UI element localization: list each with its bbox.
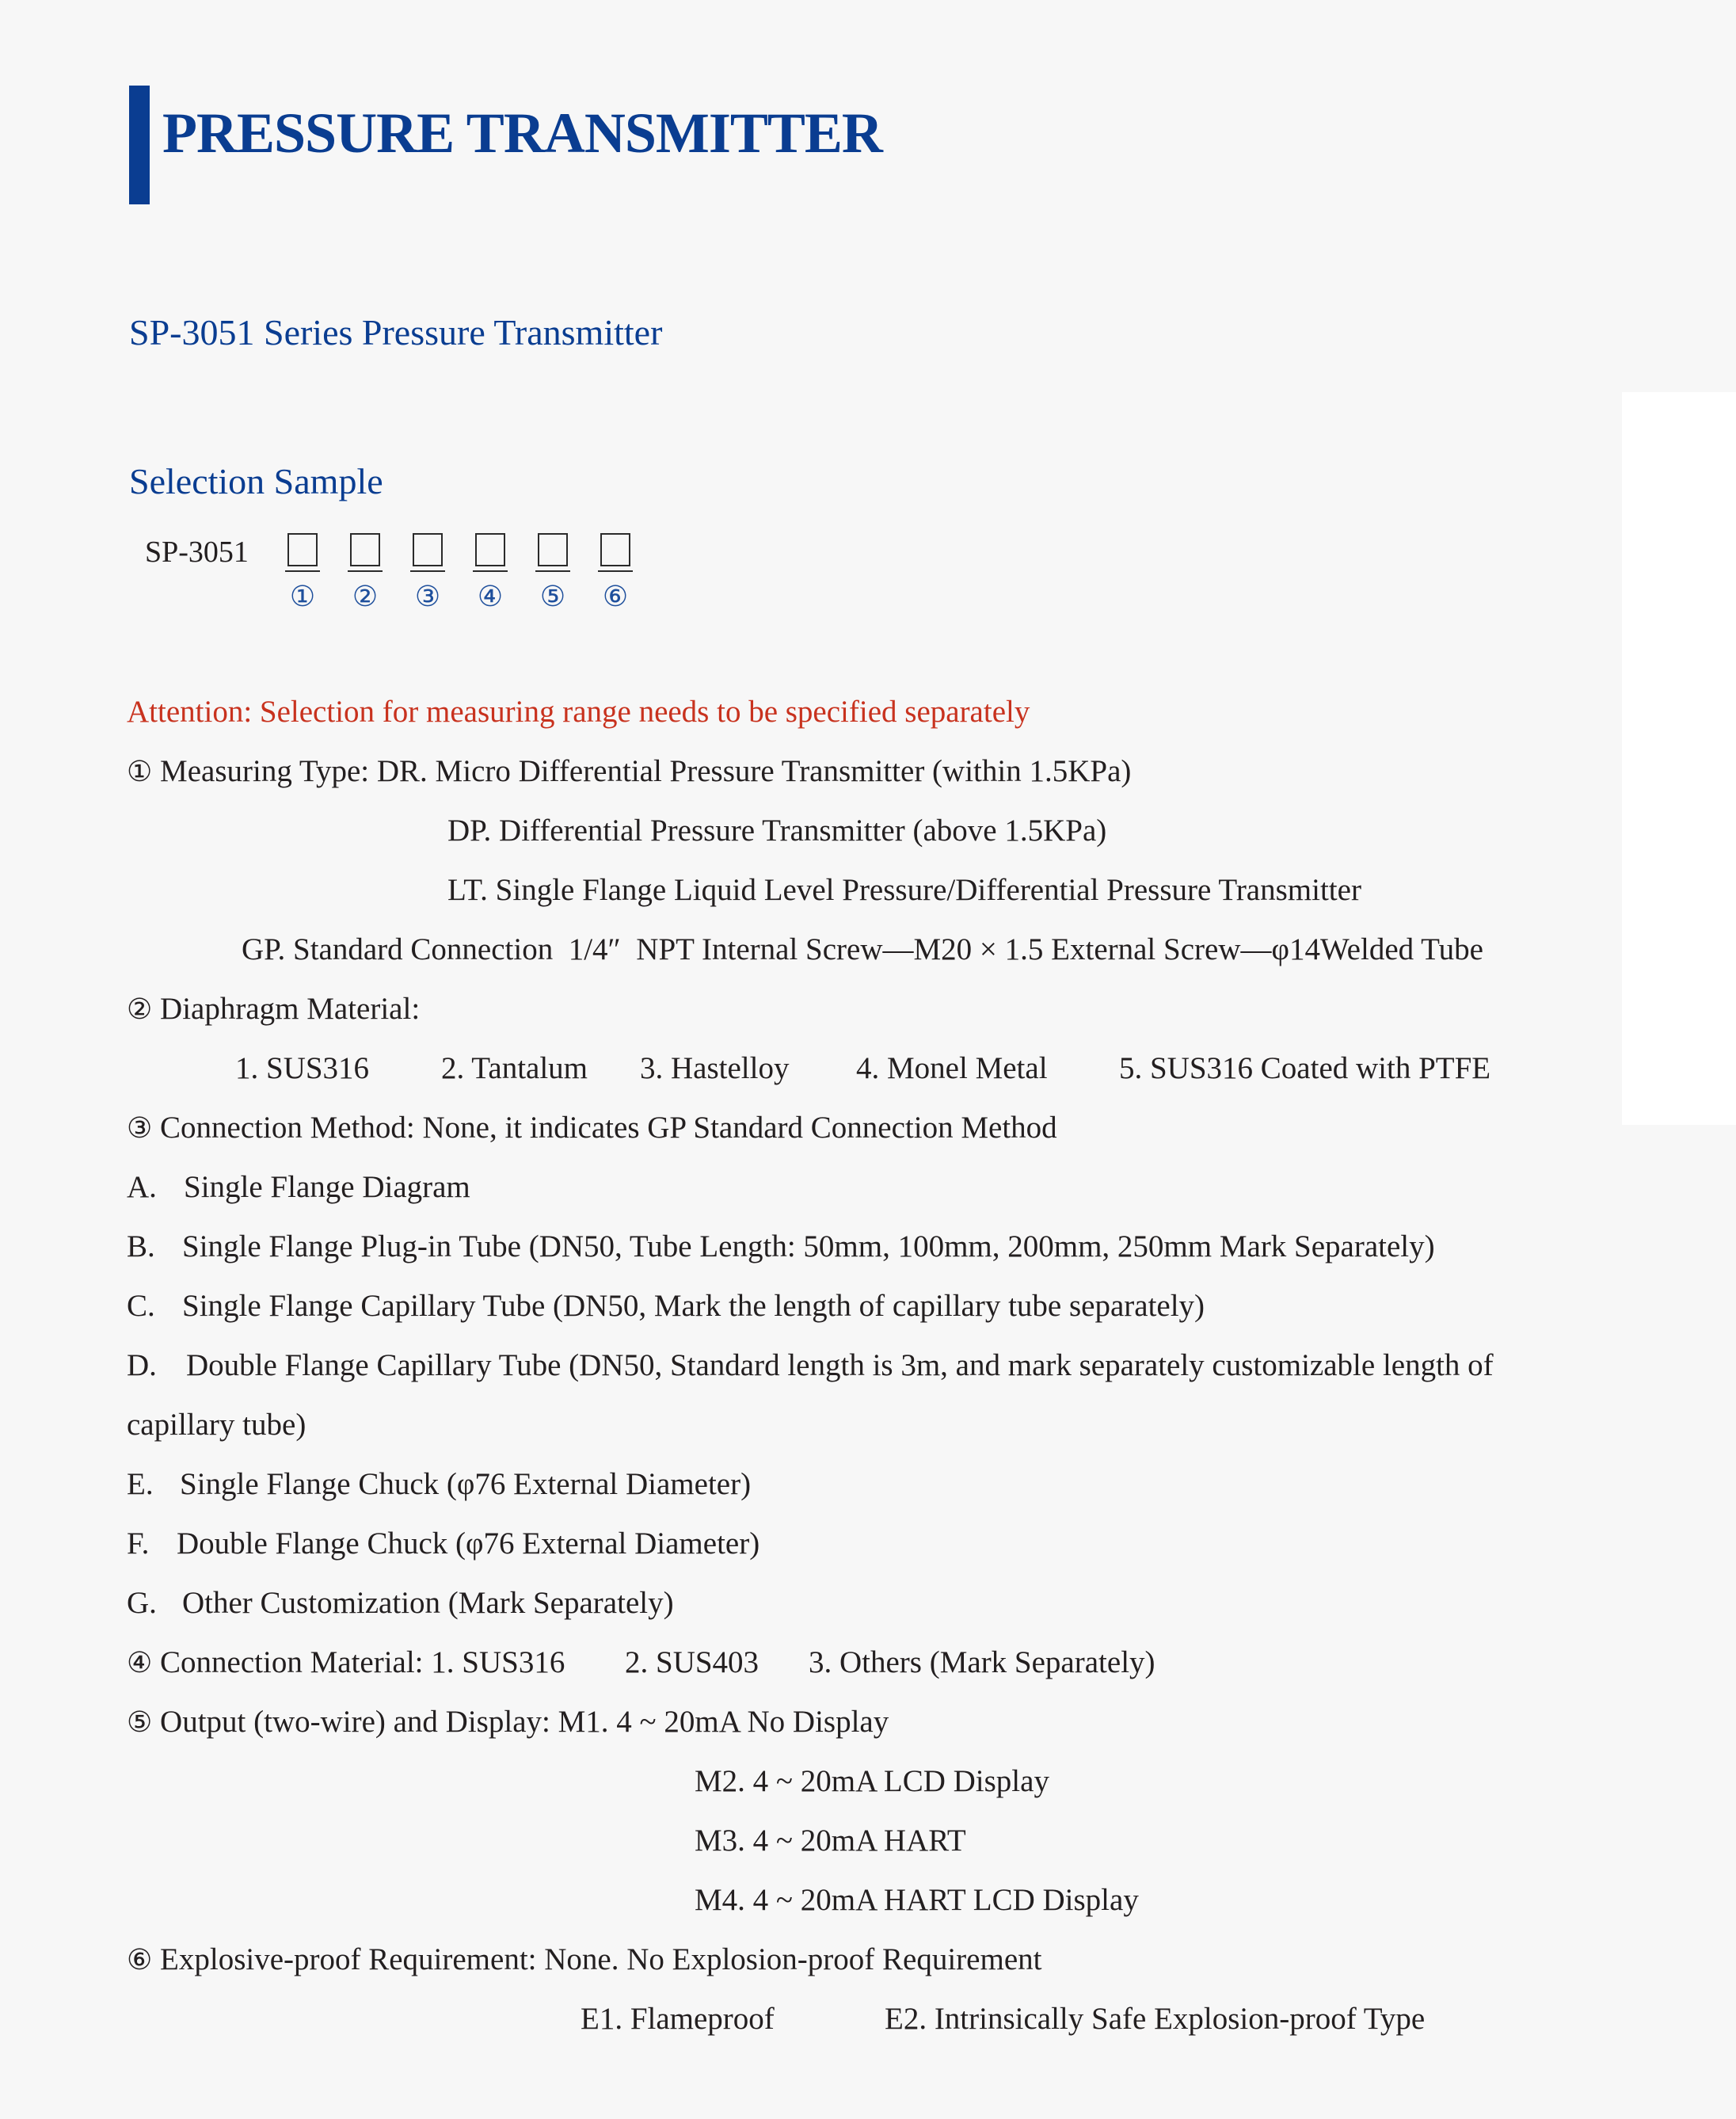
selection-slot-4 <box>475 533 505 566</box>
slot-number: ① <box>289 581 316 613</box>
explosion-label: Explosive-proof Requirement: <box>160 1942 537 1976</box>
connection-method-item: A. Single Flange Diagram <box>127 1170 470 1204</box>
connection-material-option: 1. SUS316 <box>431 1645 565 1679</box>
section-marker: ⑥ <box>127 1944 153 1976</box>
section-marker: ③ <box>127 1112 153 1145</box>
selection-heading: Selection Sample <box>129 461 383 501</box>
attention-note: Attention: Selection for measuring range needs to be specified separately <box>127 695 1030 729</box>
slot-number: ⑥ <box>602 581 629 613</box>
output-item: M1. 4 ~ 20mA No Display <box>558 1705 889 1739</box>
selection-slot-6 <box>600 533 630 566</box>
connection-method-item: G. Other Customization (Mark Separately) <box>127 1586 674 1620</box>
connection-method-line <box>127 1111 1057 1146</box>
output-item: M4. 4 ~ 20mA HART LCD Display <box>695 1883 1139 1917</box>
series-title: SP-3051 Series Pressure Transmitter <box>129 312 663 353</box>
measuring-type-label: Measuring Type: <box>160 754 370 788</box>
diaphragm-option: 2. Tantalum <box>441 1051 588 1085</box>
output-line <box>127 1705 889 1740</box>
slot-underline <box>535 570 570 572</box>
slot-number: ⑤ <box>539 581 566 613</box>
slot-number: ③ <box>414 581 441 613</box>
connection-method-item: F. Double Flange Chuck (φ76 External Diameter) <box>127 1526 760 1561</box>
connection-method-item: D. Double Flange Capillary Tube (DN50, Standard length is 3m, and mark separately customizable length of <box>127 1348 1494 1382</box>
measuring-type-item: GP. Standard Connection 1/4″ NPT Internal Screw—M20 × 1.5 External Screw—φ14Welded Tube <box>242 932 1483 966</box>
explosion-none: None. No Explosion-proof Requirement <box>544 1942 1042 1976</box>
selection-slot-2 <box>350 533 380 566</box>
slot-underline <box>598 570 633 572</box>
diaphragm-option: 5. SUS316 Coated with PTFE <box>1119 1051 1491 1085</box>
page-title: PRESSURE TRANSMITTER <box>162 101 882 165</box>
section-marker: ④ <box>127 1647 153 1679</box>
selection-slot-5 <box>538 533 568 566</box>
section-marker: ① <box>127 756 153 788</box>
diaphragm-label: Diaphragm Material: <box>160 992 421 1026</box>
measuring-type-item: DR. Micro Differential Pressure Transmitter (within 1.5KPa) <box>376 754 1132 788</box>
title-accent-bar <box>129 86 150 204</box>
selection-slot-1 <box>287 533 318 566</box>
side-panel <box>1622 392 1736 1125</box>
measuring-type-line <box>127 754 1131 790</box>
output-item: M2. 4 ~ 20mA LCD Display <box>695 1764 1049 1798</box>
output-item: M3. 4 ~ 20mA HART <box>695 1824 966 1858</box>
connection-method-label: Connection Method: None, it indicates GP Standard Connection Method <box>160 1111 1057 1145</box>
slot-underline <box>473 570 508 572</box>
connection-material-option: 3. Others (Mark Separately) <box>809 1645 1155 1679</box>
section-marker: ⑤ <box>127 1706 153 1739</box>
diaphragm-option: 1. SUS316 <box>235 1051 370 1085</box>
slot-number: ② <box>352 581 379 613</box>
slot-number: ④ <box>477 581 504 613</box>
explosion-option: E1. Flameproof <box>581 2002 775 2036</box>
measuring-type-item: DP. Differential Pressure Transmitter (above 1.5KPa) <box>447 814 1107 848</box>
diaphragm-option: 3. Hastelloy <box>640 1051 790 1085</box>
connection-method-item: C. Single Flange Capillary Tube (DN50, Mark the length of capillary tube separately) <box>127 1289 1205 1323</box>
diaphragm-option: 4. Monel Metal <box>856 1051 1048 1085</box>
connection-material-label: Connection Material: <box>160 1645 424 1679</box>
output-label: Output (two-wire) and Display: <box>160 1705 550 1739</box>
connection-method-item: B. Single Flange Plug-in Tube (DN50, Tube Length: 50mm, 100mm, 200mm, 250mm Mark Separately) <box>127 1229 1435 1263</box>
connection-material-option: 2. SUS403 <box>625 1645 760 1679</box>
slot-underline <box>410 570 445 572</box>
slot-underline <box>285 570 320 572</box>
explosion-line <box>127 1942 1041 1978</box>
connection-method-item: E. Single Flange Chuck (φ76 External Diameter) <box>127 1467 752 1501</box>
connection-method-item-continuation: capillary tube) <box>127 1408 306 1442</box>
model-code: SP-3051 <box>145 535 249 569</box>
selection-slot-3 <box>413 533 443 566</box>
connection-material-line <box>127 1645 565 1681</box>
slot-underline <box>348 570 383 572</box>
section-marker: ② <box>127 993 153 1026</box>
diaphragm-line <box>127 992 420 1027</box>
measuring-type-item: LT. Single Flange Liquid Level Pressure/Differential Pressure Transmitter <box>447 873 1361 907</box>
explosion-option: E2. Intrinsically Safe Explosion-proof Type <box>885 2002 1426 2036</box>
